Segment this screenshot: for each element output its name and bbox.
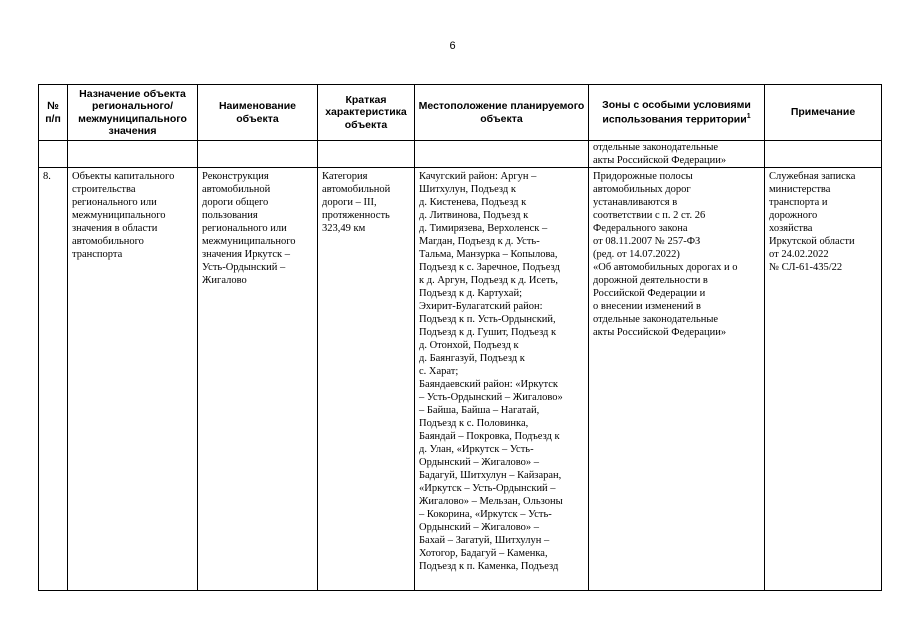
row-name-cell: Реконструкция автомобильной дороги общего пользования регионального или межмуниципального значения Иркутск – Усть-Ордынский – Жигалово [198, 168, 318, 591]
table-row [39, 168, 882, 591]
header-location: Местоположение планируемого объекта [415, 85, 589, 141]
row-purpose-cell: Объекты капитального строительства регионального или межмуниципального значения в области автомобильного транспорта [68, 168, 198, 591]
row-zones-cell: Придорожные полосы автомобильных дорог устанавливаются в соответствии с п. 2 ст. 26 Федерального закона от 08.11.2007 № 257-ФЗ (ред. от 14.07.2022) «Об автомобильных дорогах и о дорожной деятельности в Российской Федерации и о внесении изменений в отдельные законодательные акты Российской Федерации» [589, 168, 765, 591]
row-location-cell: Качугский район: Аргун – Шитхулун, Подъезд к д. Кистенева, Подъезд к д. Литвинова, Подъезд к д. Тимирязева, Верхоленск – Магдан, Подъезд к д. Усть- Тальма, Манзурка – Копылова, Подъезд к с. Заречное, Подъезд к д. Аргун, Подъезд к д. Исеть, Подъезд к д. Картухай; Эхирит-Булагатский район: Подъезд к п. Усть-Ордынский, Подъезд к д. Гушит, Подъезд к д. Отонхой, Подъезд к д. Баянгазуй, Подъезд к с. Харат; Баяндаевский район: «Иркутск – Усть-Ордынский – Жигалово» – Байша, Байша – Нагатай, Подъезд к с. Половинка, Баяндай – Покровка, Подъезд к д. Улан, «Иркутск – Усть- Ордынский – Жигалово» – Бадагуй, Шитхулун – Кайзаран, «Иркутск – Усть-Ордынский – Жигалово» – Мельзан, Ользоны – Кокорина, «Иркутск – Усть- Ордынский – Жигалово» – Бахай – Загатуй, Шитхулун – Хотогор, Бадагуй – Каменка, Подъезд к п. Каменка, Подъезд [415, 168, 589, 591]
continuation-row [39, 141, 882, 168]
row-number-cell: 8. [39, 168, 68, 591]
planning-objects-table [38, 84, 882, 591]
header-zones: Зоны с особыми условиями использования территории$^1$ [589, 85, 765, 141]
header-note: Примечание [765, 85, 882, 141]
row-note-cell: Служебная записка министерства транспорта и дорожного хозяйства Иркутской области от 24.02.2022 № СЛ-61-435/22 [765, 168, 882, 591]
continuation-zones-cell: отдельные законодательные акты Российской Федерации» [589, 141, 765, 168]
header-characteristic: Краткая характеристика объекта [318, 85, 415, 141]
header-purpose: Назначение объекта регионального/ межмуниципального значения [68, 85, 198, 141]
header-number: № п/п [39, 85, 68, 141]
header-row [39, 85, 882, 141]
page-number: 6 [449, 40, 456, 52]
header-name: Наименование объекта [198, 85, 318, 141]
row-characteristic-cell: Категория автомобильной дороги – III, протяженность 323,49 км [318, 168, 415, 591]
footnote-mark: 1 [746, 113, 751, 121]
